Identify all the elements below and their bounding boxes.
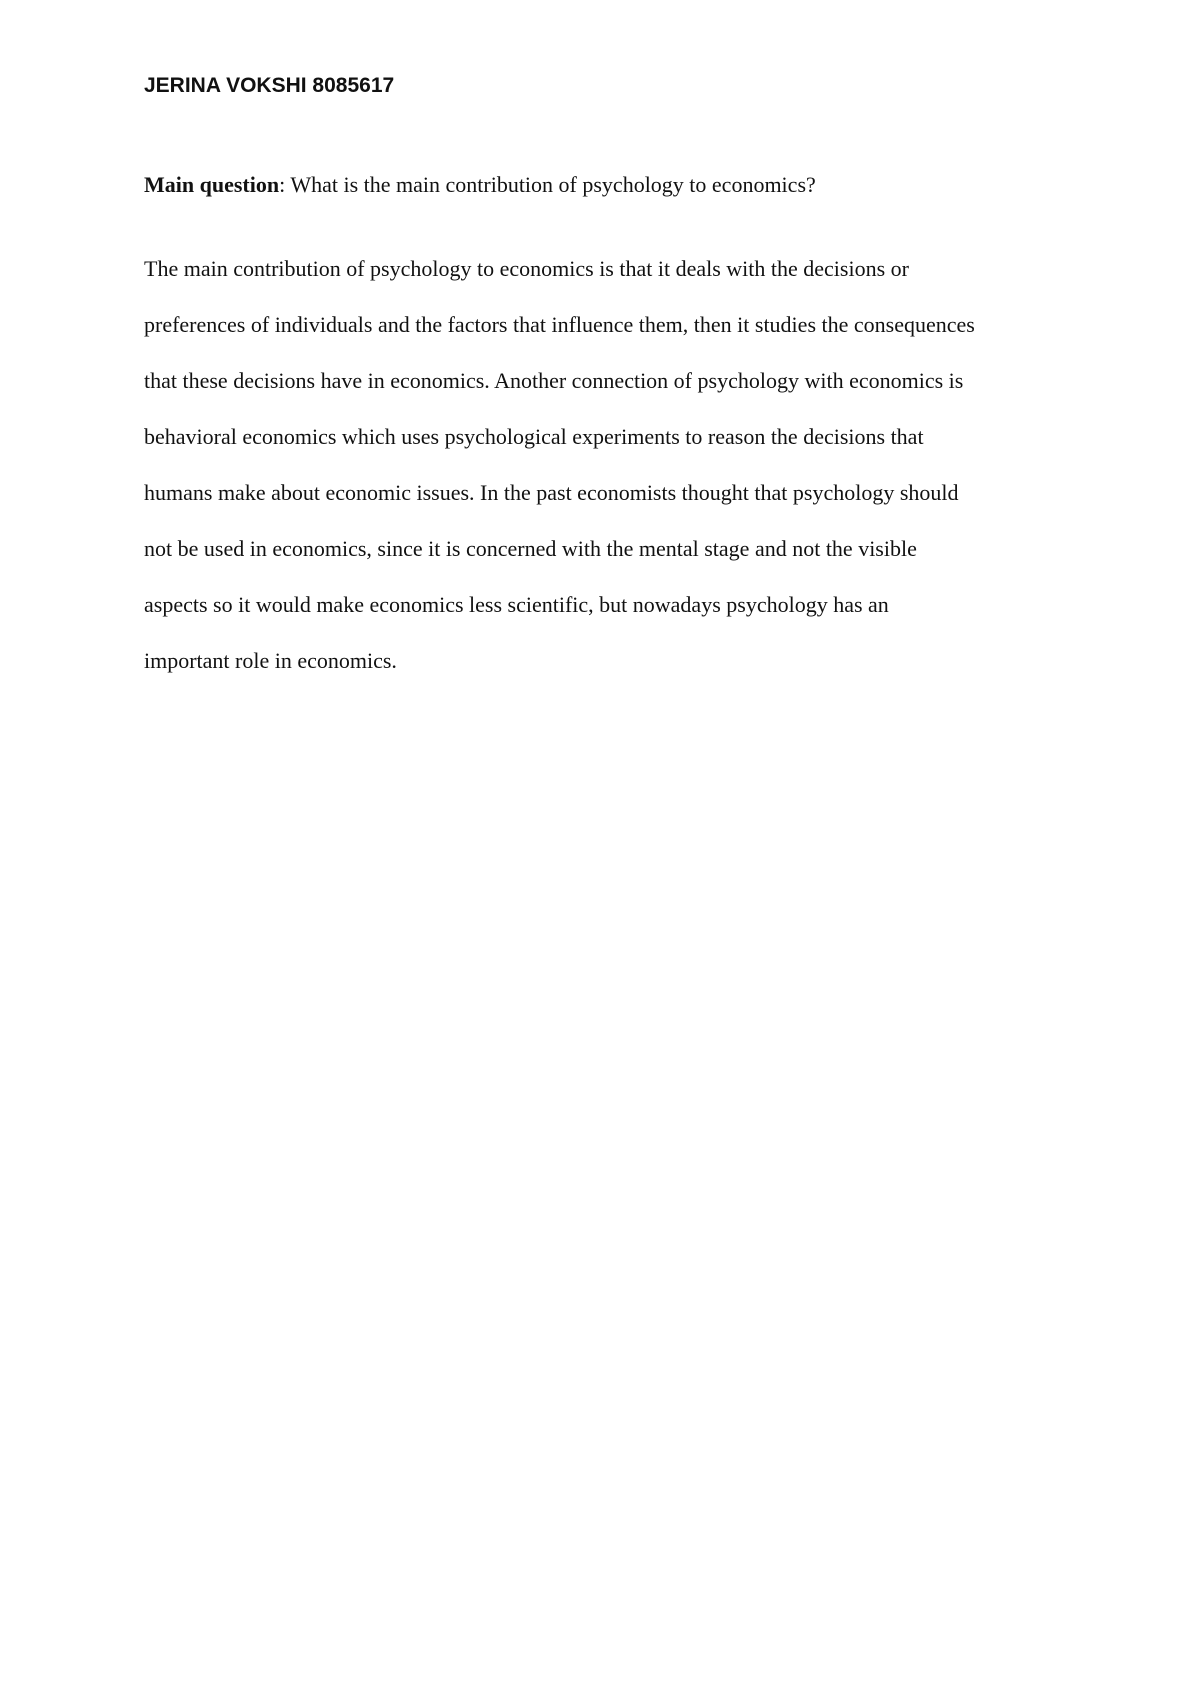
question-label: Main question: [144, 172, 280, 197]
answer-line: not be used in economics, since it is concerned with the mental stage and not the visible: [144, 536, 917, 561]
answer-line: behavioral economics which uses psychological experiments to reason the decisions that: [144, 424, 924, 449]
answer-line: preferences of individuals and the factors that influence them, then it studies the consequences: [144, 312, 975, 337]
question-text: What is the main contribution of psychology to economics?: [285, 172, 816, 197]
main-question: [144, 172, 1074, 198]
answer-line: humans make about economic issues. In the past economists thought that psychology should: [144, 480, 959, 505]
answer-line: important role in economics.: [144, 648, 397, 673]
answer-paragraph: [144, 255, 1084, 703]
answer-line: that these decisions have in economics. Another connection of psychology with economics is: [144, 368, 964, 393]
answer-line: The main contribution of psychology to economics is that it deals with the decisions or: [144, 256, 909, 281]
question-separator: :: [279, 172, 286, 197]
author-header: JERINA VOKSHI 8085617: [144, 74, 395, 97]
answer-line: aspects so it would make economics less scientific, but nowadays psychology has an: [144, 592, 889, 617]
